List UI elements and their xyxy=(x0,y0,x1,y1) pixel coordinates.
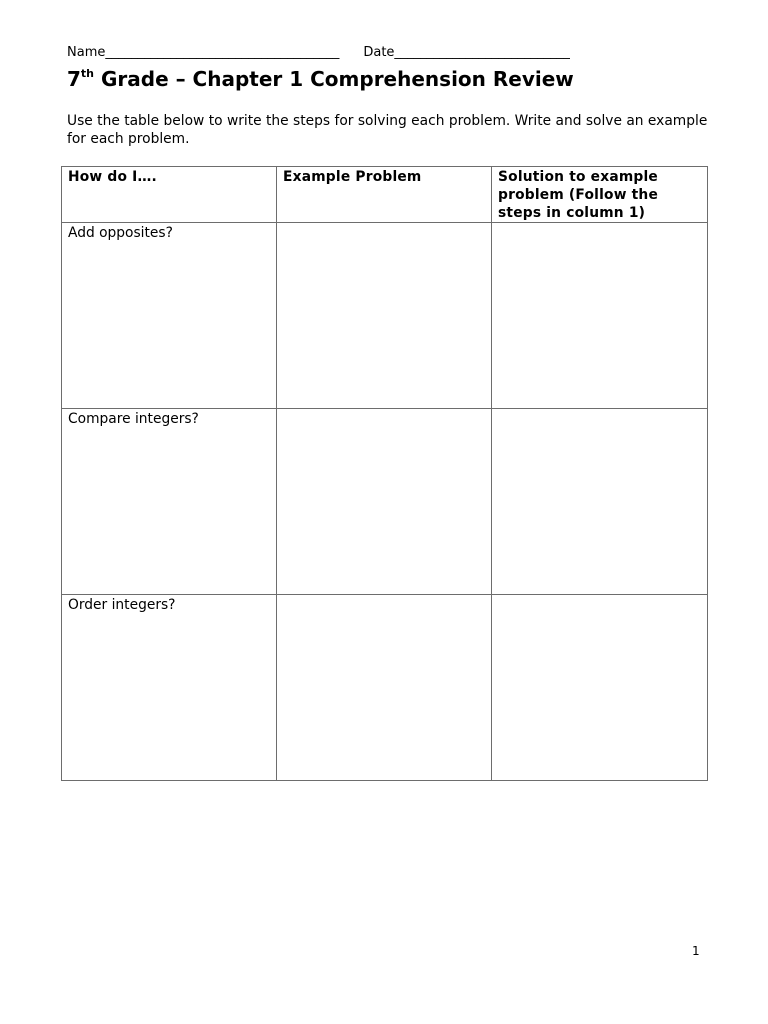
table-row xyxy=(62,595,708,781)
header-solution: Solution to example problem (Follow the steps in column 1) xyxy=(492,167,708,223)
title-grade-suffix: th xyxy=(80,67,95,80)
example-cell[interactable] xyxy=(277,223,492,409)
table-header-row xyxy=(62,167,708,223)
title-grade-number: 7 xyxy=(67,67,81,91)
question-cell: Add opposites? xyxy=(62,223,277,409)
solution-cell[interactable] xyxy=(492,409,708,595)
name-date-line xyxy=(67,45,570,60)
name-field-label[interactable]: Name____________________________________ xyxy=(67,45,340,60)
example-cell[interactable] xyxy=(277,409,492,595)
review-table xyxy=(61,166,708,781)
table-row xyxy=(62,223,708,409)
header-example-problem: Example Problem xyxy=(277,167,492,223)
example-cell[interactable] xyxy=(277,595,492,781)
solution-cell[interactable] xyxy=(492,223,708,409)
title-text: Grade – Chapter 1 Comprehension Review xyxy=(94,67,574,91)
header-how-do-i: How do I…. xyxy=(62,167,277,223)
instructions-text: Use the table below to write the steps for solving each problem. Write and solve an example for each problem. xyxy=(67,113,708,147)
date-field-label[interactable]: Date___________________________ xyxy=(363,45,570,60)
question-cell: Compare integers? xyxy=(62,409,277,595)
table-row xyxy=(62,409,708,595)
question-cell: Order integers? xyxy=(62,595,277,781)
page-number: 1 xyxy=(692,944,700,958)
page-title xyxy=(67,67,574,91)
solution-cell[interactable] xyxy=(492,595,708,781)
